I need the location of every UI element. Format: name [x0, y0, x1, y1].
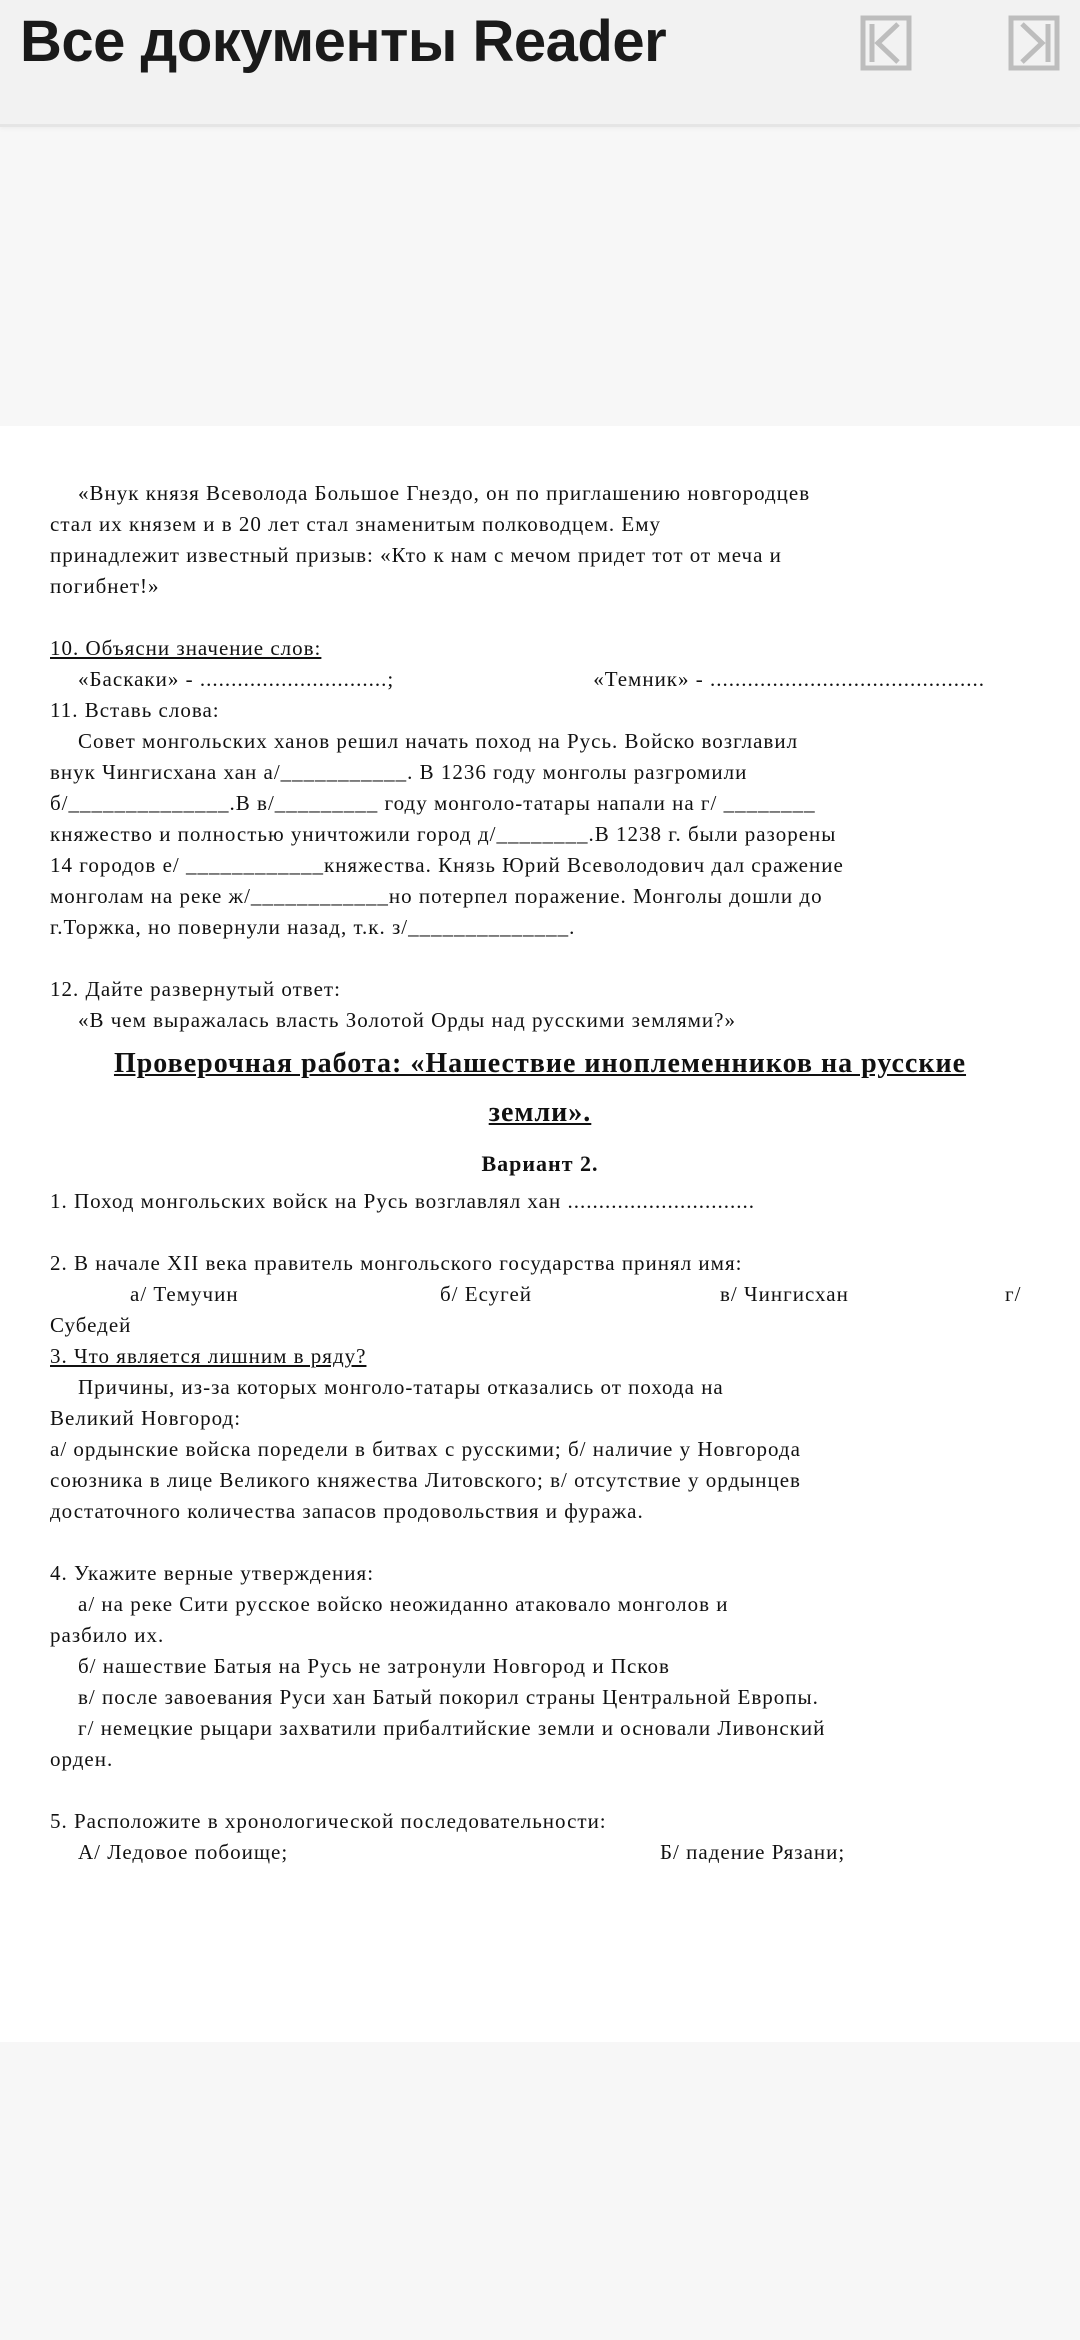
test-title: Проверочная работа: «Нашествие иноплеменников на русские [113, 1048, 967, 1079]
q10-term-baskaki: «Баскаки» - ..............................; [78, 667, 395, 691]
t5-item: А/ Ледовое побоище; [78, 1840, 289, 1864]
q11-line: Совет монгольских ханов решил начать поход на Русь. Войско возглавил [78, 729, 799, 753]
t2-option: б/ Есугей [440, 1282, 533, 1306]
t3-line: достаточного количества запасов продовольствия и фуража. [50, 1499, 644, 1523]
t3-heading: 3. Что является лишним в ряду? [50, 1344, 367, 1368]
next-page-button[interactable] [1006, 8, 1062, 74]
t3-line: союзника в лице Великого княжества Литовского; в/ отсутствие у ордынцев [50, 1468, 801, 1492]
q11-line: г.Торжка, но повернули назад, т.к. з/______________. [50, 915, 576, 939]
q11-line: монголам на реке ж/____________но потерпел поражение. Монголы дошли до [50, 884, 823, 908]
t4-heading: 4. Укажите верные утверждения: [50, 1561, 375, 1585]
document-text [50, 478, 1030, 1868]
t3-line: Причины, из-за которых монголо-татары отказались от похода на [78, 1375, 724, 1399]
q11-line: внук Чингисхана хан а/___________. В 1236 году монголы разгромили [50, 760, 748, 784]
t5-item: Б/ падение Рязани; [660, 1840, 846, 1864]
t4-line: а/ на реке Сити русское войско неожиданно атаковало монголов и [78, 1592, 729, 1616]
t2-option-last: Субедей [50, 1313, 132, 1337]
q11-line: 14 городов е/ ____________княжества. Князь Юрий Всеволодович дал сражение [50, 853, 844, 877]
app-header [0, 0, 1080, 127]
quote-line: погибнет!» [50, 574, 160, 598]
t3-line: а/ ордынские войска поредели в битвах с русскими; б/ наличие у Новгорода [50, 1437, 801, 1461]
q12-heading: 12. Дайте развернутый ответ: [50, 977, 341, 1001]
quote-line: «Внук князя Всеволода Большое Гнездо, он по приглашению новгородцев [78, 481, 811, 505]
q11-line: княжество и полностью уничтожили город д/________.В 1238 г. были разорены [50, 822, 837, 846]
t4-line: в/ после завоевания Руси хан Батый покорил страны Центральной Европы. [78, 1685, 819, 1709]
quote-line: принадлежит известный призыв: «Кто к нам с мечом придет тот от меча и [50, 543, 782, 567]
t3-line: Великий Новгород: [50, 1406, 242, 1430]
t2-option: в/ Чингисхан [720, 1282, 849, 1306]
q12-question: «В чем выражалась власть Золотой Орды над русскими землями?» [78, 1008, 736, 1032]
q11-line: б/______________.В в/_________ году монголо-татары напали на г/ ________ [50, 791, 816, 815]
q10-term-temnik: «Темник» - ............................................ [593, 667, 985, 691]
skip-back-icon [858, 8, 914, 74]
q10-heading: 10. Объясни значение слов: [50, 636, 322, 660]
q11-heading: 11. Вставь слова: [50, 698, 220, 722]
t4-line: разбило их. [50, 1623, 165, 1647]
t4-line: б/ нашествие Батыя на Русь не затронули Новгород и Псков [78, 1654, 670, 1678]
test-title-cont: земли». [488, 1097, 592, 1128]
t2-option: г/ [1005, 1282, 1022, 1306]
t2-question: 2. В начале XII века правитель монгольского государства принял имя: [50, 1251, 743, 1275]
quote-line: стал их князем и в 20 лет стал знаменитым полководцем. Ему [50, 512, 662, 536]
t1-question: 1. Поход монгольских войск на Русь возглавлял хан .............................. [50, 1189, 755, 1213]
t4-line: г/ немецкие рыцари захватили прибалтийские земли и основали Ливонский [78, 1716, 826, 1740]
variant-label: Вариант 2. [481, 1151, 599, 1176]
t4-line: орден. [50, 1747, 114, 1771]
previous-page-button[interactable] [858, 8, 914, 74]
skip-forward-icon [1006, 8, 1062, 74]
t5-heading: 5. Расположите в хронологической последовательности: [50, 1809, 607, 1833]
t2-option: а/ Темучин [130, 1282, 239, 1306]
app-title: Все документы Reader [20, 9, 667, 74]
